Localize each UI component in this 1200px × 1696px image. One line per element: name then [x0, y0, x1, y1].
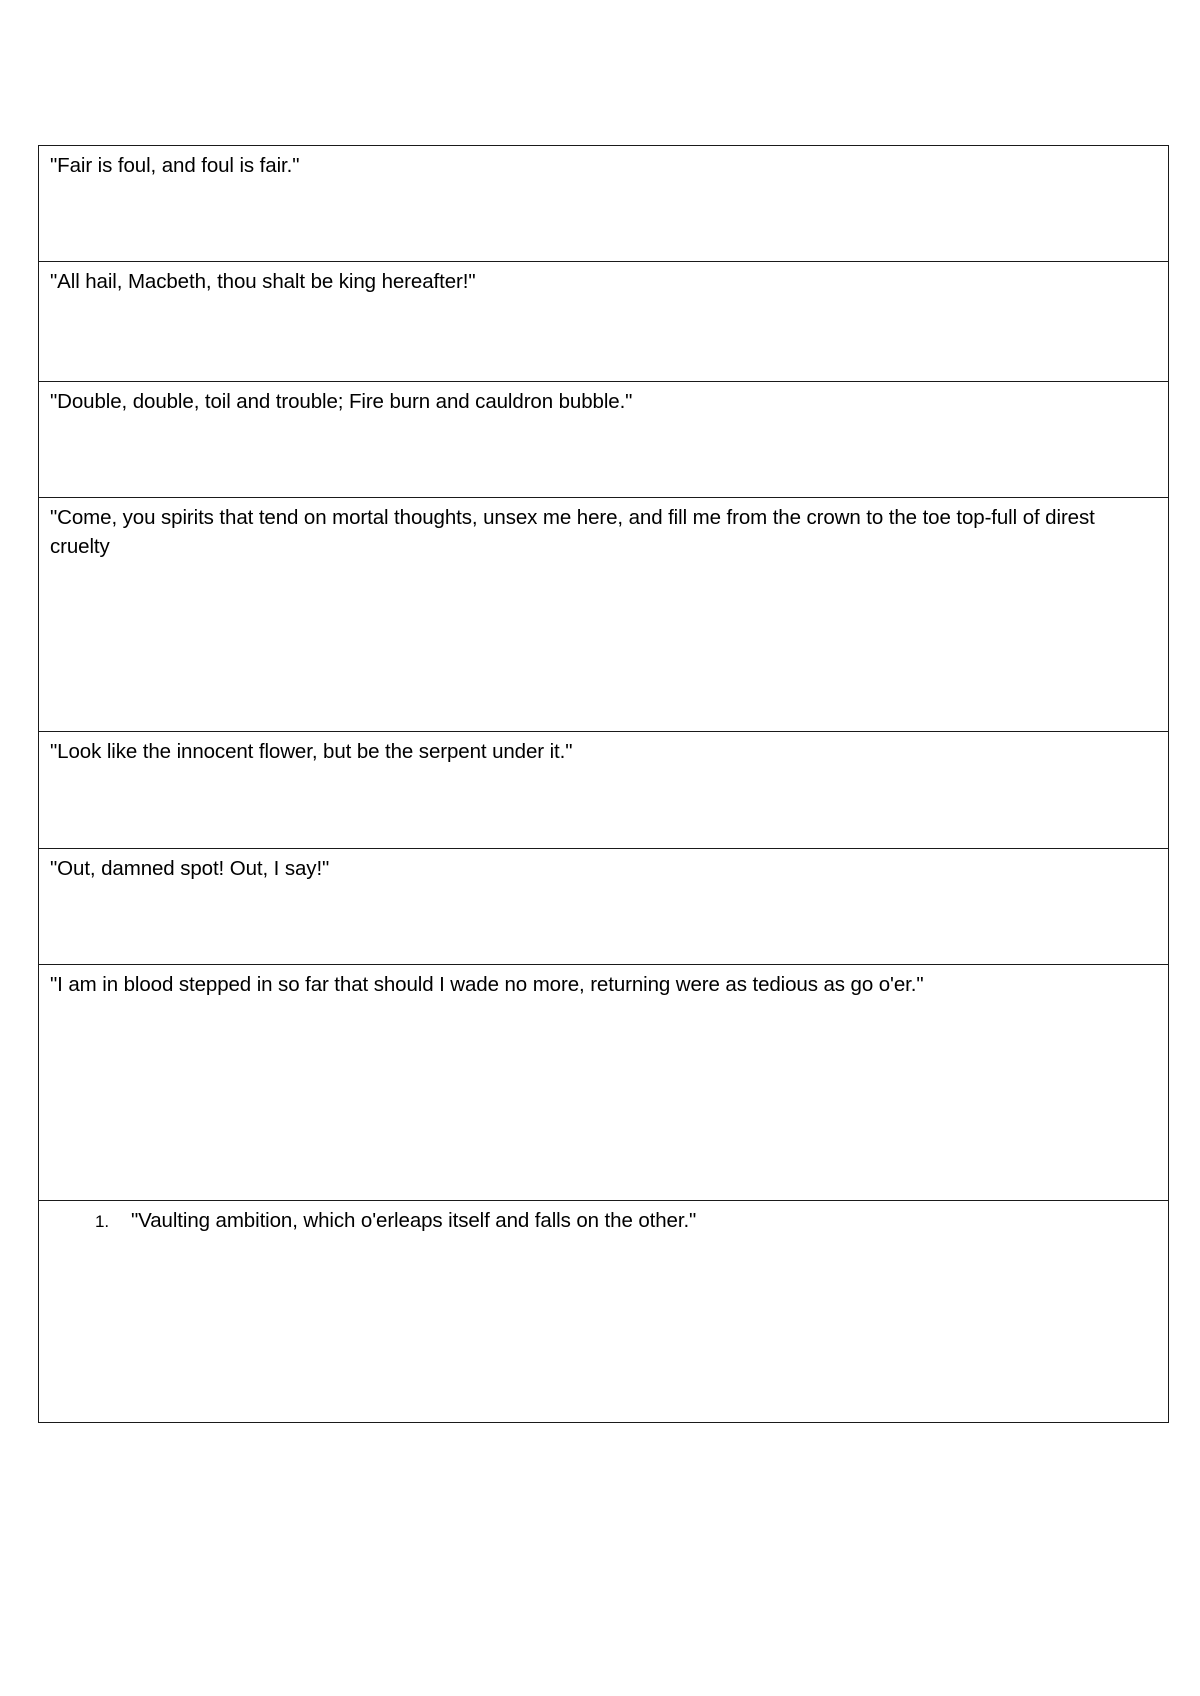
- table-row: [39, 965, 1169, 1201]
- quote-text: "All hail, Macbeth, thou shalt be king hereafter!": [50, 270, 476, 293]
- table-row: [39, 1201, 1169, 1423]
- quote-cell: [39, 498, 1169, 732]
- quote-cell: [39, 732, 1169, 849]
- quote-cell: [39, 965, 1169, 1201]
- table-row: [39, 146, 1169, 262]
- quote-cell: [39, 849, 1169, 965]
- table-row: [39, 382, 1169, 498]
- quote-text: "Come, you spirits that tend on mortal thoughts, unsex me here, and fill me from the crown to the toe top-full of direst cruelty: [50, 506, 1095, 558]
- quote-text: "Look like the innocent flower, but be the serpent under it.": [50, 740, 573, 763]
- quote-text: "Fair is foul, and foul is fair.": [50, 154, 300, 177]
- quote-cell: [39, 146, 1169, 262]
- table-row: [39, 849, 1169, 965]
- quote-table: [38, 145, 1169, 1423]
- quote-cell: [39, 262, 1169, 382]
- quote-text: "Double, double, toil and trouble; Fire burn and cauldron bubble.": [50, 390, 633, 413]
- table-row: [39, 498, 1169, 732]
- quote-cell: [39, 1201, 1169, 1423]
- table-row: [39, 262, 1169, 382]
- quote-text: "Vaulting ambition, which o'erleaps itself and falls on the other.": [131, 1209, 697, 1232]
- list-number: 1.: [95, 1212, 109, 1231]
- quote-text: "Out, damned spot! Out, I say!": [50, 857, 330, 880]
- table-row: [39, 732, 1169, 849]
- quote-text: "I am in blood stepped in so far that should I wade no more, returning were as tedious as go o'er.": [50, 973, 924, 996]
- quote-cell: [39, 382, 1169, 498]
